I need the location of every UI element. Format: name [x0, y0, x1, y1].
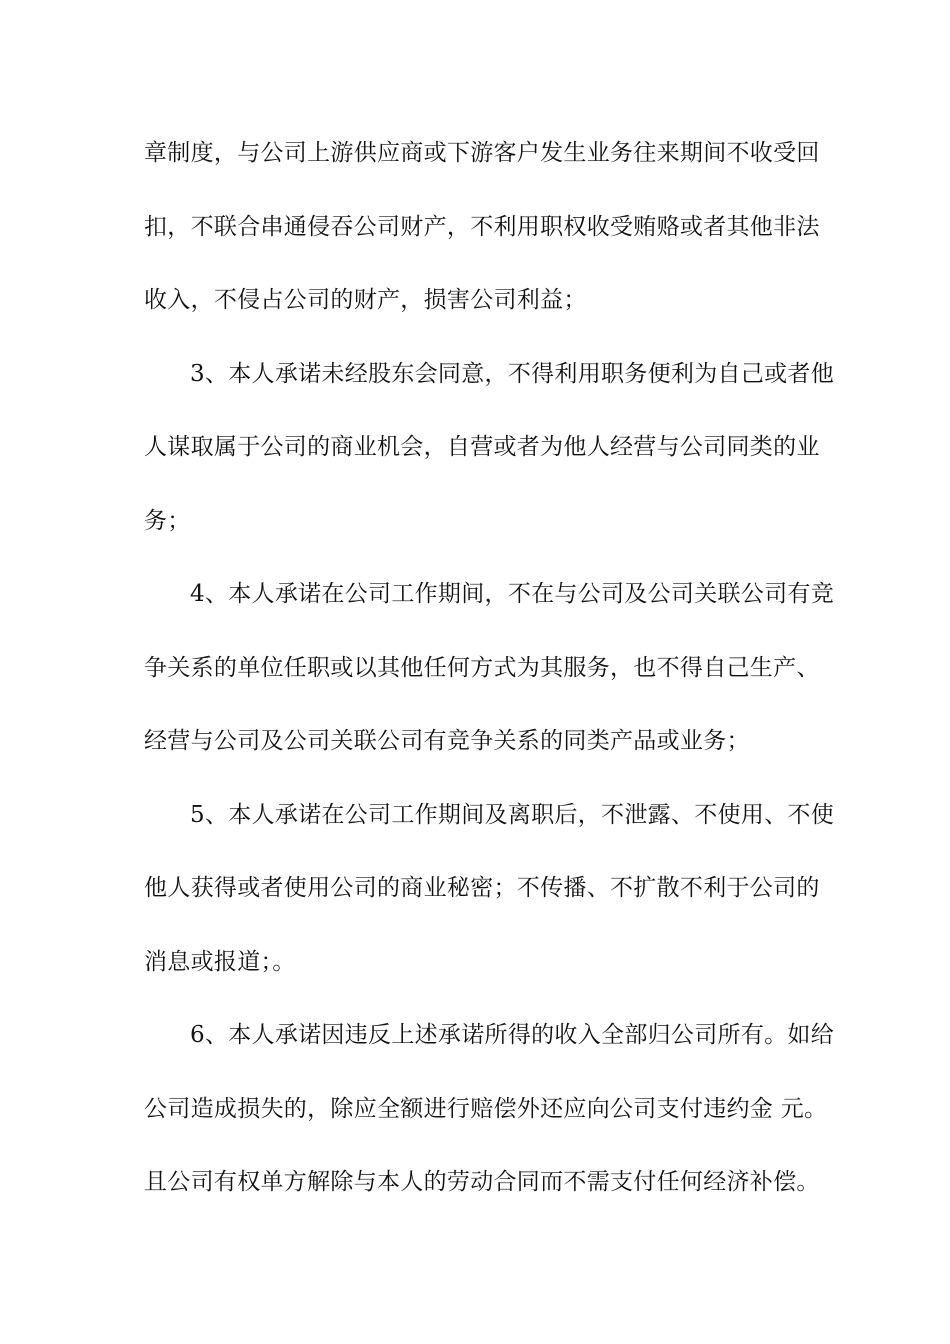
clause-3-start: 3、本人承诺未经股东会同意，不得利用职务便利为自己或者他: [190, 360, 835, 387]
clause-6-start: 6、本人承诺因违反上述承诺所得的收入全部归公司所有。如给: [190, 1022, 835, 1048]
text-line: 他人获得或者使用公司的商业秘密；不传播、不扩散不利于公司的: [144, 875, 820, 901]
text-line: 消息或报道；。: [144, 948, 296, 975]
clause-5-start: 5、本人承诺在公司工作期间及离职后，不泄露、不使用、不使: [190, 801, 835, 828]
text-line: 争关系的单位任职或以其他任何方式为其服务，也不得自己生产、: [144, 654, 820, 681]
text-line: 扣，不联合串通侵吞公司财产，不利用职权收受贿赂或者其他非法: [144, 213, 820, 240]
clause-4-start: 4、本人承诺在公司工作期间，不在与公司及公司关联公司有竞: [190, 581, 835, 607]
text-line: 务；: [144, 507, 191, 534]
text-line: 人谋取属于公司的商业机会，自营或者为他人经营与公司同类的业: [144, 434, 820, 460]
document-body: [144, 130, 835, 1233]
text-line: 章制度，与公司上游供应商或下游客户发生业务往来期间不收受回: [144, 140, 820, 166]
text-line: 收入，不侵占公司的财产，损害公司利益；: [144, 287, 587, 313]
text-line: 经营与公司及公司关联公司有竞争关系的同类产品或业务；: [144, 728, 750, 754]
text-line: 且公司有权单方解除与本人的劳动合同而不需支付任何经济补偿。: [144, 1169, 820, 1195]
text-line: 公司造成损失的，除应全额进行赔偿外还应向公司支付违约金 元。: [144, 1095, 828, 1122]
